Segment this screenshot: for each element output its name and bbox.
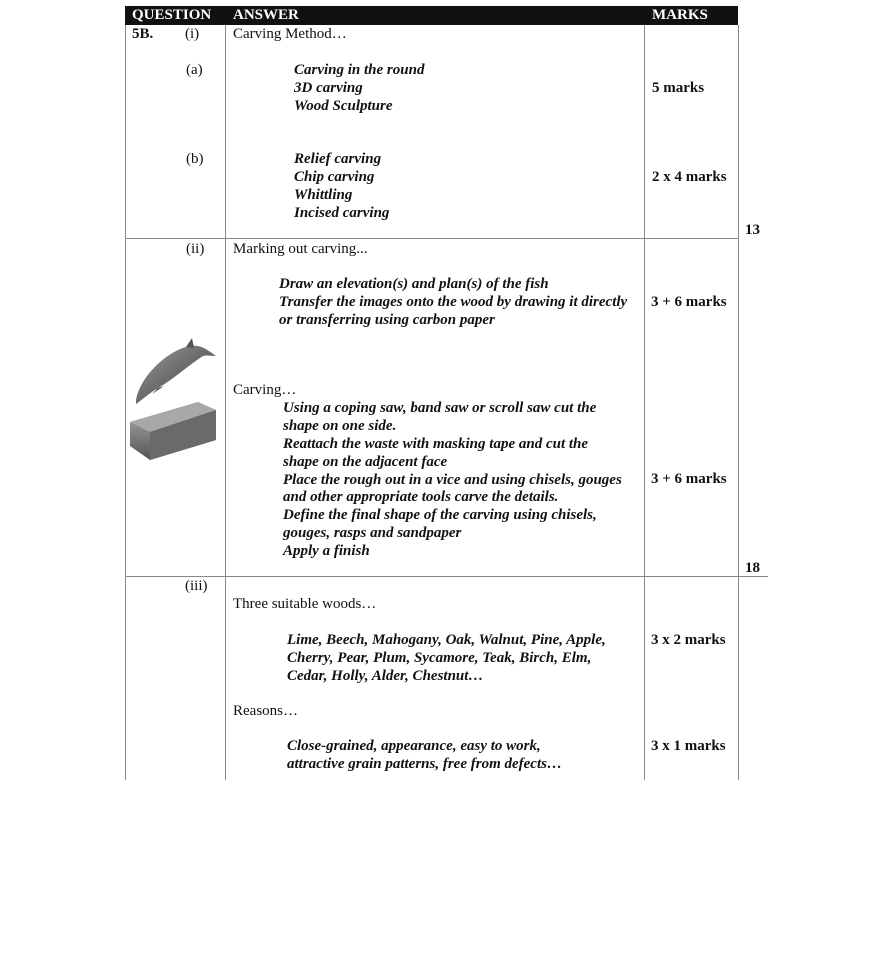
- row-divider-iii: [125, 576, 768, 577]
- method-item: Wood Sculpture: [294, 98, 393, 114]
- method-item: Carving in the round: [294, 62, 425, 78]
- marking-line: Draw an elevation(s) and plan(s) of the fish: [279, 276, 549, 292]
- method-item: 3D carving: [294, 80, 363, 96]
- header-question: QUESTION: [132, 7, 212, 23]
- header-answer: ANSWER: [233, 7, 299, 23]
- table-border-right: [738, 25, 739, 780]
- carving-line: shape on one side.: [283, 418, 397, 434]
- carving-line: and other appropriate tools carve the details.: [283, 489, 559, 505]
- part-i-total: 13: [745, 222, 760, 238]
- method-item: Relief carving: [294, 151, 382, 167]
- column-divider-question: [225, 25, 226, 780]
- method-item: Chip carving: [294, 169, 375, 185]
- woods-heading: Three suitable woods…: [233, 596, 377, 612]
- dolphin-carving-image: [128, 336, 220, 462]
- row-divider-ii: [125, 238, 738, 239]
- woods-line: Lime, Beech, Mahogany, Oak, Walnut, Pine, Apple,: [287, 632, 606, 648]
- part-i-a-marks: 5 marks: [652, 80, 705, 96]
- column-divider-marks: [644, 25, 645, 780]
- header-marks: MARKS: [652, 7, 708, 23]
- part-ii-label: (ii): [186, 241, 205, 257]
- part-ii-total: 18: [745, 560, 760, 576]
- woods-line: Cherry, Pear, Plum, Sycamore, Teak, Birch, Elm,: [287, 650, 592, 666]
- marking-line: Transfer the images onto the wood by drawing it directly: [279, 294, 628, 310]
- part-i-b-label: (b): [186, 151, 204, 167]
- marking-line: or transferring using carbon paper: [279, 312, 495, 328]
- part-iii-label: (iii): [185, 578, 208, 594]
- reasons-line: attractive grain patterns, free from defects…: [287, 756, 562, 772]
- carving-line: Place the rough out in a vice and using chisels, gouges: [283, 472, 622, 488]
- carving-heading: Carving…: [233, 382, 297, 398]
- carving-line: Reattach the waste with masking tape and cut the: [283, 436, 589, 452]
- carving-line: Define the final shape of the carving using chisels,: [283, 507, 597, 523]
- carving-marks: 3 + 6 marks: [651, 471, 727, 487]
- part-ii-heading: Marking out carving...: [233, 241, 368, 257]
- part-i-b-marks: 2 x 4 marks: [652, 169, 727, 185]
- method-item: Incised carving: [294, 205, 390, 221]
- marking-marks: 3 + 6 marks: [651, 294, 727, 310]
- table-header: [125, 6, 738, 25]
- carving-line: shape on the adjacent face: [283, 454, 448, 470]
- carving-line: gouges, rasps and sandpaper: [283, 525, 462, 541]
- method-item: Whittling: [294, 187, 353, 203]
- part-i-label: (i): [185, 26, 200, 42]
- table-border-left: [125, 25, 126, 780]
- woods-marks: 3 x 2 marks: [651, 632, 726, 648]
- question-number: 5B.: [132, 26, 154, 42]
- carving-line: Apply a finish: [283, 543, 370, 559]
- reasons-marks: 3 x 1 marks: [651, 738, 726, 754]
- woods-line: Cedar, Holly, Alder, Chestnut…: [287, 668, 484, 684]
- part-i-heading: Carving Method…: [233, 26, 347, 42]
- part-i-a-label: (a): [186, 62, 203, 78]
- reasons-line: Close-grained, appearance, easy to work,: [287, 738, 541, 754]
- reasons-heading: Reasons…: [233, 703, 298, 719]
- carving-line: Using a coping saw, band saw or scroll saw cut the: [283, 400, 597, 416]
